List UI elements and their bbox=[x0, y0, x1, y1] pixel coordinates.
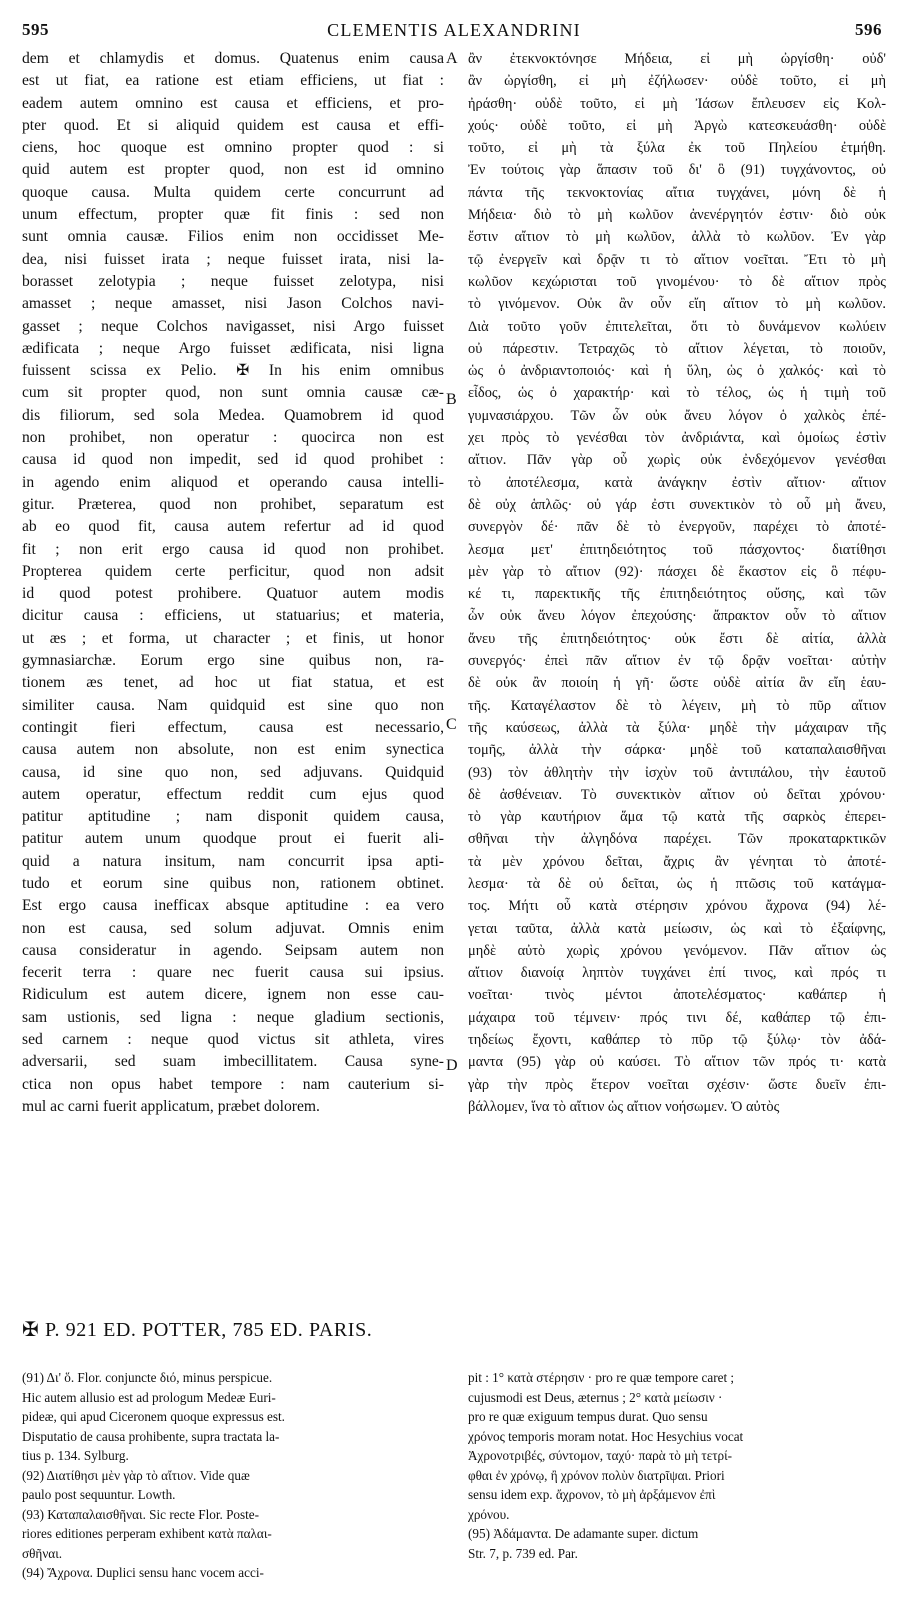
text-line: est ut fiat, ea ratione est etiam efficiens, ut fiat : bbox=[22, 72, 444, 90]
text-line: patitur autem unum quodque prout ei fuerit ali- bbox=[22, 830, 444, 848]
text-line: fecerit terra : quare nec fuerit causa sui ipsius. bbox=[22, 964, 444, 982]
text-line: eadem autem omnino est causa et efficiens, et pro- bbox=[22, 94, 444, 112]
text-line: ἂν ἐτεκνοκτόνησε Μήδεια, εἰ μὴ ὠργίσθη· οὐδ' bbox=[468, 51, 886, 67]
text-line: quid a natura insitum, nam concurrit ipsa apti- bbox=[22, 852, 444, 870]
footnote-line: Str. 7, p. 739 ed. Par. bbox=[468, 1545, 578, 1561]
text-line: τομῆς, ἀλλὰ τὴν σάρκα· μηδὲ τοῦ καταπαλαισθῆναι bbox=[468, 742, 886, 759]
text-line: Ridiculum est autem dicere, ignem non esse cau- bbox=[22, 986, 444, 1004]
text-line: quid autem est propter quod, non est id omnino bbox=[22, 161, 444, 179]
text-line: ἔστιν αἴτιον τὸ μὴ κωλῦον, ἀλλὰ τὸ κωλῦον. Ἐν γὰρ bbox=[468, 229, 886, 246]
footnote-line: tius p. 134. Sylburg. bbox=[22, 1448, 129, 1463]
footnote-line: pit : 1° κατὰ στέρησιν · pro re quæ tempore caret ; bbox=[468, 1370, 735, 1385]
text-line: ciens, hoc quoque est omnino propter quod : si bbox=[22, 139, 444, 157]
page-number-left: 595 bbox=[22, 20, 49, 39]
text-line: sed carnem : neque quod victus sit athleta, vires bbox=[22, 1031, 444, 1049]
text-line: fit ; non erit ergo causa id quod non prohibet. bbox=[22, 540, 444, 558]
text-line: fuissent scissa ex Pelio. ✠ In his enim omnibus bbox=[22, 362, 444, 380]
footnote-line: sensu idem exp. ἄχρονον, τὸ μὴ ἀρξάμενον ἐπὶ bbox=[468, 1487, 716, 1502]
text-line: μὲν γὰρ τὸ αἴτιον (92)· πάσχει δὲ ἕκαστον εἰς ὃ πέφυ- bbox=[468, 563, 886, 580]
text-line: βάλλομεν, ἵνα τὸ αἴτιον ὡς αἴτιον νοήσωμεν. Ὁ αὐτὸς bbox=[468, 1098, 780, 1115]
footnote-line: (91) Δι' ὅ. Flor. conjuncte διό, minus perspicue. bbox=[22, 1370, 273, 1385]
text-line: τὸ γινόμενον. Οὐκ ἂν οὖν εἴη αἴτιον τὸ μὴ κωλῦον. bbox=[468, 296, 886, 313]
text-line: mul ac carni fuerit applicatum, præbet dolorem. bbox=[22, 1097, 320, 1115]
running-title: CLEMENTIS ALEXANDRINI bbox=[327, 20, 581, 40]
text-line: μάχαιρα τοῦ τέμνειν· πρός τινι δέ, καθάπερ τῷ ἐπι- bbox=[468, 1009, 886, 1026]
text-line: ut æs ; et forma, ut character ; et finis, ut honor bbox=[22, 629, 444, 647]
text-line: autem operatur, effectum reddit cum ejus quod bbox=[22, 785, 444, 803]
text-line: non prohibet, non operatur : quocirca non est bbox=[22, 429, 444, 447]
text-line: amasset ; neque amasset, nisi Jason Colchos navi- bbox=[22, 295, 444, 313]
footnote-line: φθαι ἐν χρόνῳ, ἢ χρόνον πολὺν διατρῖψαι. Priori bbox=[468, 1467, 725, 1483]
text-line: dea, nisi fuisset irata ; neque fuisset irata, nisi la- bbox=[22, 250, 444, 268]
footnote-line: χρόνος temporis moram notat. Hoc Hesychius vocat bbox=[468, 1428, 744, 1444]
margin-marker-c: C bbox=[446, 716, 457, 733]
footnote-line: Ἀχρονοτριβές, σύντομον, ταχύ· παρὰ τὸ μὴ τετρί- bbox=[468, 1448, 733, 1463]
footnote-line: pro re quæ exiguum tempus durat. Quo sensu bbox=[468, 1409, 708, 1424]
footnote-line: Disputatio de causa prohibente, supra tractata la- bbox=[22, 1428, 280, 1444]
text-line: κωλῦον κεχώρισται τοῦ γινομένου· τὸ δὲ αἴτιον πρὸς bbox=[468, 273, 886, 290]
margin-marker-b: B bbox=[446, 391, 457, 408]
text-line: ædificata ; neque Argo fuisset ædificata, nisi ligna bbox=[22, 339, 444, 357]
text-line: αἴτιον. Πᾶν γὰρ οὗ χωρὶς οὐκ ἐνδεχόμενον γενέσθαι bbox=[468, 452, 886, 469]
text-line: συνεργὸν δέ· πᾶν δὲ τὸ ἐνεργοῦν, παρέχει τὸ ἀποτέ- bbox=[468, 519, 886, 536]
text-line: χούς· οὐδὲ τοῦτο, εἰ μὴ Ἀργὼ κατεσκευάσθη· οὐδὲ bbox=[468, 117, 886, 134]
footnote-line: (94) Ἄχρονα. Duplici sensu hanc vocem acci- bbox=[22, 1565, 264, 1580]
footnotes-left bbox=[22, 1368, 444, 1583]
footnote-line: riores editiones perperam exhibent κατὰ παλαι- bbox=[22, 1526, 272, 1541]
footnote-line: χρόνου. bbox=[468, 1506, 510, 1522]
text-line: κέ τι, παρεκτικῆς τῆς ἐπιτηδειότητος οὔσης, καὶ τῶν bbox=[468, 586, 886, 603]
text-line: causa autem non absolute, non est enim synectica bbox=[22, 741, 444, 759]
text-line: ἄνευ τῆς ἐπιτηδειότητος· οὐκ ἔστι δὲ αἰτία, ἀλλὰ bbox=[468, 630, 886, 647]
text-line: tudo et eorum sine quibus non, rationem obtinet. bbox=[22, 874, 444, 892]
text-line: γυμνασιάρχου. Τῶν ὧν οὐκ ἄνευ λόγον ὁ χαλκὸς ἐπέ- bbox=[468, 407, 886, 424]
text-line: Est ergo causa inefficax absque aptitudine : ea vero bbox=[22, 897, 444, 915]
text-line: λεσμα μετ' ἐπιτηδειότητος τοῦ πάσχοντος· διατίθησι bbox=[468, 541, 886, 558]
text-line: pter quod. Et si aliquid quidem est causa et effi- bbox=[22, 116, 444, 134]
text-line: gitur. Præterea, quod non prohibet, separatum est bbox=[22, 495, 444, 513]
text-line: sam ustionis, sed ligna : neque gladium sectionis, bbox=[22, 1008, 444, 1026]
latin-text-column bbox=[22, 48, 444, 1118]
text-line: λεσμα· τὰ δὲ οὐ δεῖται, ὡς ἡ πτῶσις τοῦ κατάγμα- bbox=[468, 875, 886, 892]
text-line: αἴτιον διανοίᾳ ληπτὸν τυγχάνει ἐπί τινος, καὶ πρός τι bbox=[468, 965, 886, 982]
text-line: τὸ ἀποτέλεσμα, κατὰ ἀνάγκην ἐστὶν αἴτιον· αἴτιον bbox=[468, 474, 886, 491]
edition-reference: ✠ P. 921 ED. POTTER, 785 ED. PARIS. bbox=[22, 1319, 373, 1341]
text-line: τῷ ἐνεργεῖν καὶ δρᾷν τι τὸ αἴτιον νοεῖται. Ἔτι τὸ μὴ bbox=[468, 251, 886, 268]
text-line: dem et chlamydis et domus. Quatenus enim causa bbox=[22, 50, 444, 67]
text-line: γὰρ τὴν πρὸς ἕτερον νοεῖται σχέσιν· ὥστε δυεῖν ἐπι- bbox=[468, 1076, 886, 1093]
text-line: πάντα τῆς τεκνοκτονίας αἴτια τυγχάνει, μόνη δὲ ἡ bbox=[468, 184, 886, 201]
footnote-line: (95) Ἀδάμαντα. De adamante super. dictum bbox=[468, 1526, 699, 1541]
footnote-line: σθῆναι. bbox=[22, 1545, 63, 1561]
text-line: ἂν ὠργίσθη, εἰ μὴ ἐζήλωσεν· οὐδὲ τοῦτο, εἰ μὴ bbox=[468, 73, 886, 90]
text-line: ὧν οὐκ ἄνευ λόγον ἐπεχούσης· ἄπρακτον οὖν τὸ αἴτιον bbox=[468, 608, 886, 625]
footnotes-right bbox=[468, 1368, 886, 1563]
text-line: quoque causa. Multa quidem certe concurrunt ad bbox=[22, 183, 444, 201]
text-line: causa, id sine quo non, sed adjuvans. Quidquid bbox=[22, 763, 444, 781]
text-line: Ἐν τούτοις γὰρ ἅπασιν τοῦ δι' ὃ (91) τυγχάνοντος, οὐ bbox=[468, 162, 886, 179]
text-line: οὐ πάρεστιν. Τετραχῶς τὸ αἴτιον λέγεται, τὸ ποιοῦν, bbox=[468, 340, 886, 357]
footnote-line: cujusmodi est Deus, æternus ; 2° κατὰ μείωσιν · bbox=[468, 1389, 723, 1405]
page-number-right: 596 bbox=[855, 20, 882, 39]
text-line: dicitur causa : efficiens, ut statuarius; et materia, bbox=[22, 607, 444, 625]
footnote-line: pideæ, qui apud Ciceronem quoque expressus est. bbox=[22, 1409, 285, 1424]
footnote-line: (92) Διατίθησι μὲν γὰρ τὸ αἴτιον. Vide quæ bbox=[22, 1467, 250, 1483]
margin-marker-d: D bbox=[446, 1057, 458, 1074]
text-line: τηδείως ἔχοντι, καθάπερ τὸ πῦρ τῷ ξύλῳ· τὸν ἀδά- bbox=[468, 1032, 886, 1049]
text-line: borasset zelotypia ; neque fuisset zelotypa, nisi bbox=[22, 272, 444, 290]
text-line: μηδὲ αὐτὸ χωρὶς χρόνου γενόμενον. Πᾶν αἴτιον ὡς bbox=[468, 942, 886, 959]
text-line: contingit fieri effectum, causa est necessario, bbox=[22, 718, 444, 736]
text-line: unum effectum, propter quæ fit finis : sed non bbox=[22, 206, 444, 224]
text-line: Μήδεια· διὸ τὸ μὴ κωλῦον ἀνενέργητόν ἐστιν· διὸ οὐκ bbox=[468, 207, 886, 224]
margin-marker-a: A bbox=[446, 50, 458, 67]
text-line: (93) τὸν ἀθλητὴν τὴν ἰσχὺν τοῦ ἀντιπάλου, τὴν ἑαυτοῦ bbox=[468, 764, 886, 781]
footnote-line: (93) Καταπαλαισθῆναι. Sic recte Flor. Poste- bbox=[22, 1506, 260, 1522]
text-line: εἶδος, ὡς ὁ χαρακτήρ· καὶ τὸ τέλος, ὡς ἡ τιμὴ τοῦ bbox=[468, 385, 886, 402]
text-line: τῆς. Καταγέλαστον δὲ τὸ λέγειν, μὴ τὸ πῦρ αἴτιον bbox=[468, 697, 886, 714]
text-line: Propterea quidem certe perficitur, quod non adsit bbox=[22, 562, 444, 580]
text-line: δὲ οὐκ ἂν ποιοίη ἡ γῆ· ὥστε οὐδὲ αἰτία ἂν εἴη ἑαυ- bbox=[468, 675, 886, 692]
text-line: σθῆναι τὴν ἀλγηδόνα παρέχει. Τῶν προκαταρκτικῶν bbox=[468, 831, 886, 848]
footnote-line: paulo post sequuntur. Lowth. bbox=[22, 1487, 176, 1502]
text-line: id quod potest prohibere. Quatuor autem modis bbox=[22, 585, 444, 603]
text-line: causa consideratur in agendo. Seipsam autem non bbox=[22, 941, 444, 959]
text-line: adversarii, sed suam imbecillitatem. Causa syne- bbox=[22, 1053, 444, 1071]
text-line: ὡς ὁ ἀνδριαντοποιός· καὶ ἡ ὕλη, ὡς ὁ χαλκός· καὶ τὸ bbox=[468, 363, 886, 380]
text-line: τοῦτο, εἰ μὴ τὰ ξύλα ἐκ τοῦ Πηλείου ἐτμήθη. bbox=[468, 140, 886, 157]
footnote-line: Hic autem allusio est ad prologum Medeæ Euri- bbox=[22, 1389, 276, 1405]
greek-text-column bbox=[468, 48, 886, 1118]
text-line: μαντα (95) γὰρ οὐ καύσει. Τὸ αἴτιον τῶν πρός τι· κατὰ bbox=[468, 1054, 886, 1071]
text-line: τὰ μὲν χρόνου δεῖται, ἄχρις ἂν γένηται τὸ ἀποτέ- bbox=[468, 853, 886, 870]
text-line: sunt omnia causæ. Filios enim non occidisset Me- bbox=[22, 228, 444, 246]
text-line: τῆς καύσεως, ἀλλὰ τὰ ξύλα· μηδὲ τὴν μάχαιραν τῆς bbox=[468, 719, 886, 736]
text-line: νοεῖται· τινὸς μέντοι ἀποτελέσματος· καθάπερ ἡ bbox=[468, 987, 886, 1004]
text-line: τὸ γὰρ καυτήριον ἅμα τῷ κατὰ τῆς σαρκὸς ἐπερει- bbox=[468, 809, 886, 826]
text-line: Διὰ τοῦτο γοῦν ἐπιτελεῖται, ὅτι τὸ δυνάμενον κωλύειν bbox=[468, 318, 886, 335]
text-line: cum sit propter quod, non sunt omnia causæ cæ- bbox=[22, 384, 444, 402]
text-line: gymnasiarchæ. Eorum ergo sine quibus non, ra- bbox=[22, 652, 444, 670]
text-line: συνεργός· ἐπεὶ πᾶν αἴτιον ἐν τῷ δρᾷν νοεῖται· αὐτὴν bbox=[468, 653, 886, 670]
text-line: patitur aptitudine ; nam disponit quidem causa, bbox=[22, 808, 444, 826]
text-line: ctica non opus habet tempore : nam cauterium si- bbox=[22, 1075, 444, 1093]
text-line: δὲ οὐχ ἁπλῶς· οὐ γάρ ἐστι συνεκτικὸν τὸ οὗ μὴ ἄνευ, bbox=[468, 496, 886, 513]
text-line: ab eo quod fit, causa autem refertur ad id quod bbox=[22, 518, 444, 536]
text-line: χει πρὸς τὸ γενέσθαι τὸν ἀνδριάντα, καὶ ὁμοίως ἐστὶν bbox=[468, 430, 886, 447]
text-line: causa id quod non impedit, sed id quod prohibet : bbox=[22, 451, 444, 469]
text-line: δὲ ἀσθένειαν. Τὸ συνεκτικὸν αἴτιον οὐ δεῖται χρόνου· bbox=[468, 786, 886, 803]
text-line: similiter causa. Nam quidquid est sine quo non bbox=[22, 696, 444, 714]
text-line: non est causa, sed solum adjuvat. Omnis enim bbox=[22, 919, 444, 937]
text-line: ἠράσθη· οὐδὲ τοῦτο, εἰ μὴ Ἰάσων ἔπλευσεν εἰς Κολ- bbox=[468, 95, 886, 112]
text-line: dis filiorum, sed sola Medea. Quamobrem id quod bbox=[22, 406, 444, 424]
text-line: τος. Μήτι οὖ κατὰ στέρησιν χρόνου ἄχρονα (94) λέ- bbox=[468, 898, 886, 915]
text-line: in agendo enim aliquod et operando causa intelli- bbox=[22, 473, 444, 491]
text-line: gasset ; neque Colchos navigasset, nisi Argo fuisset bbox=[22, 317, 444, 335]
text-line: γεται ταῦτα, ἀλλὰ κατὰ μείωσιν, ὡς καὶ τὸ ἐξαίφνης, bbox=[468, 920, 886, 937]
text-line: tionem æs tenet, ad hoc ut fiat statua, et est bbox=[22, 674, 444, 692]
